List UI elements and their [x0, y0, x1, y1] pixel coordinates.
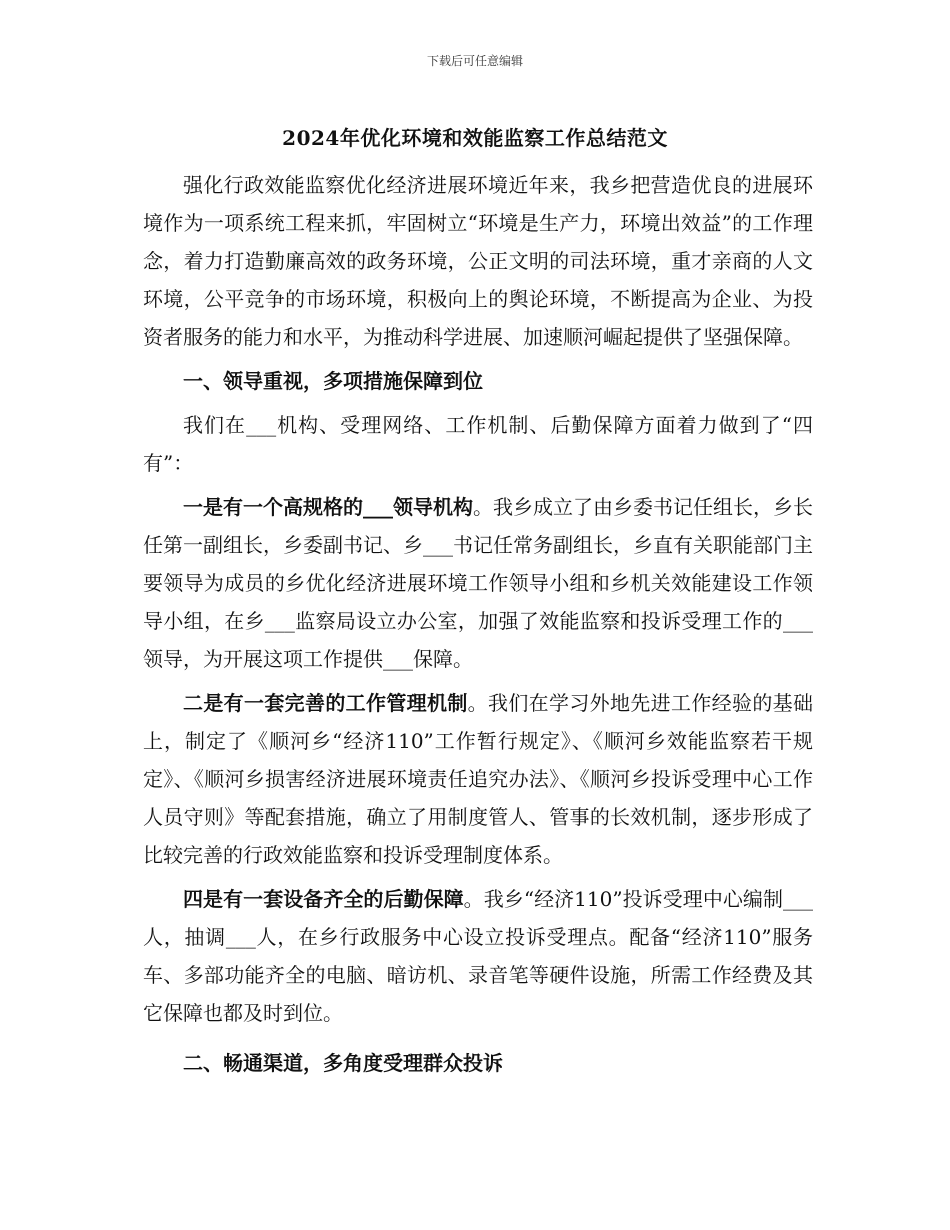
paragraph-logistics-body: 。我乡“经济110”投诉受理中心编制___人，抽调___人，在乡行政服务中心设立投诉受理点。配备“经济110”服务车、多部功能齐全的电脑、暗访机、录音笔等硬件设施，所需工作经费及其它保障也都及时到位。 — [143, 887, 814, 1025]
section-heading-1: 一、领导重视，多项措施保障到位 — [183, 369, 483, 393]
paragraph-four-haves: 我们在___机构、受理网络、工作机制、后勤保障方面着力做到了“四有”： — [143, 413, 813, 475]
page-header: 下载后可任意编辑 — [426, 54, 523, 68]
paragraph-mechanism — [143, 684, 813, 874]
paragraph-mechanism-body: 。我们在学习外地先进工作经验的基础上，制定了《顺河乡“经济110”工作暂行规定》、《顺河乡效能监察若干规定》、《顺河乡损害经济进展环境责任追究办法》、《顺河乡投诉受理中心工作人员守则》等配套措施，确立了用制度管人、管事的长效机制，逐步形成了比较完善的行政效能监察和投诉受理制度体系。 — [143, 691, 814, 867]
document-body — [143, 166, 813, 1082]
paragraph-mechanism-lead: 二是有一套完善的工作管理机制 — [183, 691, 468, 715]
paragraph-logistics-lead: 四是有一套设备齐全的后勤保障 — [183, 887, 464, 911]
document-title: 2024年优化环境和效能监察工作总结范文 — [282, 126, 668, 150]
paragraph-leadership-lead: 一是有一个高规格的___领导机构 — [183, 495, 473, 519]
intro-paragraph: 强化行政效能监察优化经济进展环境近年来，我乡把营造优良的进展环境作为一项系统工程来抓，牢固树立“环境是生产力，环境出效益”的工作理念，着力打造勤廉高效的政务环境，公正文明的司法环境，重才亲商的人文环境，公平竞争的市场环境，积极向上的舆论环境，不断提高为企业、为投资者服务的能力和水平，为推动科学进展、加速顺河崛起提供了坚强保障。 — [143, 173, 813, 349]
paragraph-logistics — [143, 880, 813, 1032]
paragraph-leadership — [143, 488, 813, 678]
section-heading-2: 二、畅通渠道，多角度受理群众投诉 — [183, 1051, 503, 1075]
paragraph-leadership-body: 。我乡成立了由乡委书记任组长，乡长任第一副组长，乡委副书记、乡___书记任常务副组长，乡直有关职能部门主要领导为成员的乡优化经济进展环境工作领导小组和乡机关效能建设工作领导小组，在乡___监察局设立办公室，加强了效能监察和投诉受理工作的___领导，为开展这项工作提供___保障。 — [143, 495, 813, 671]
